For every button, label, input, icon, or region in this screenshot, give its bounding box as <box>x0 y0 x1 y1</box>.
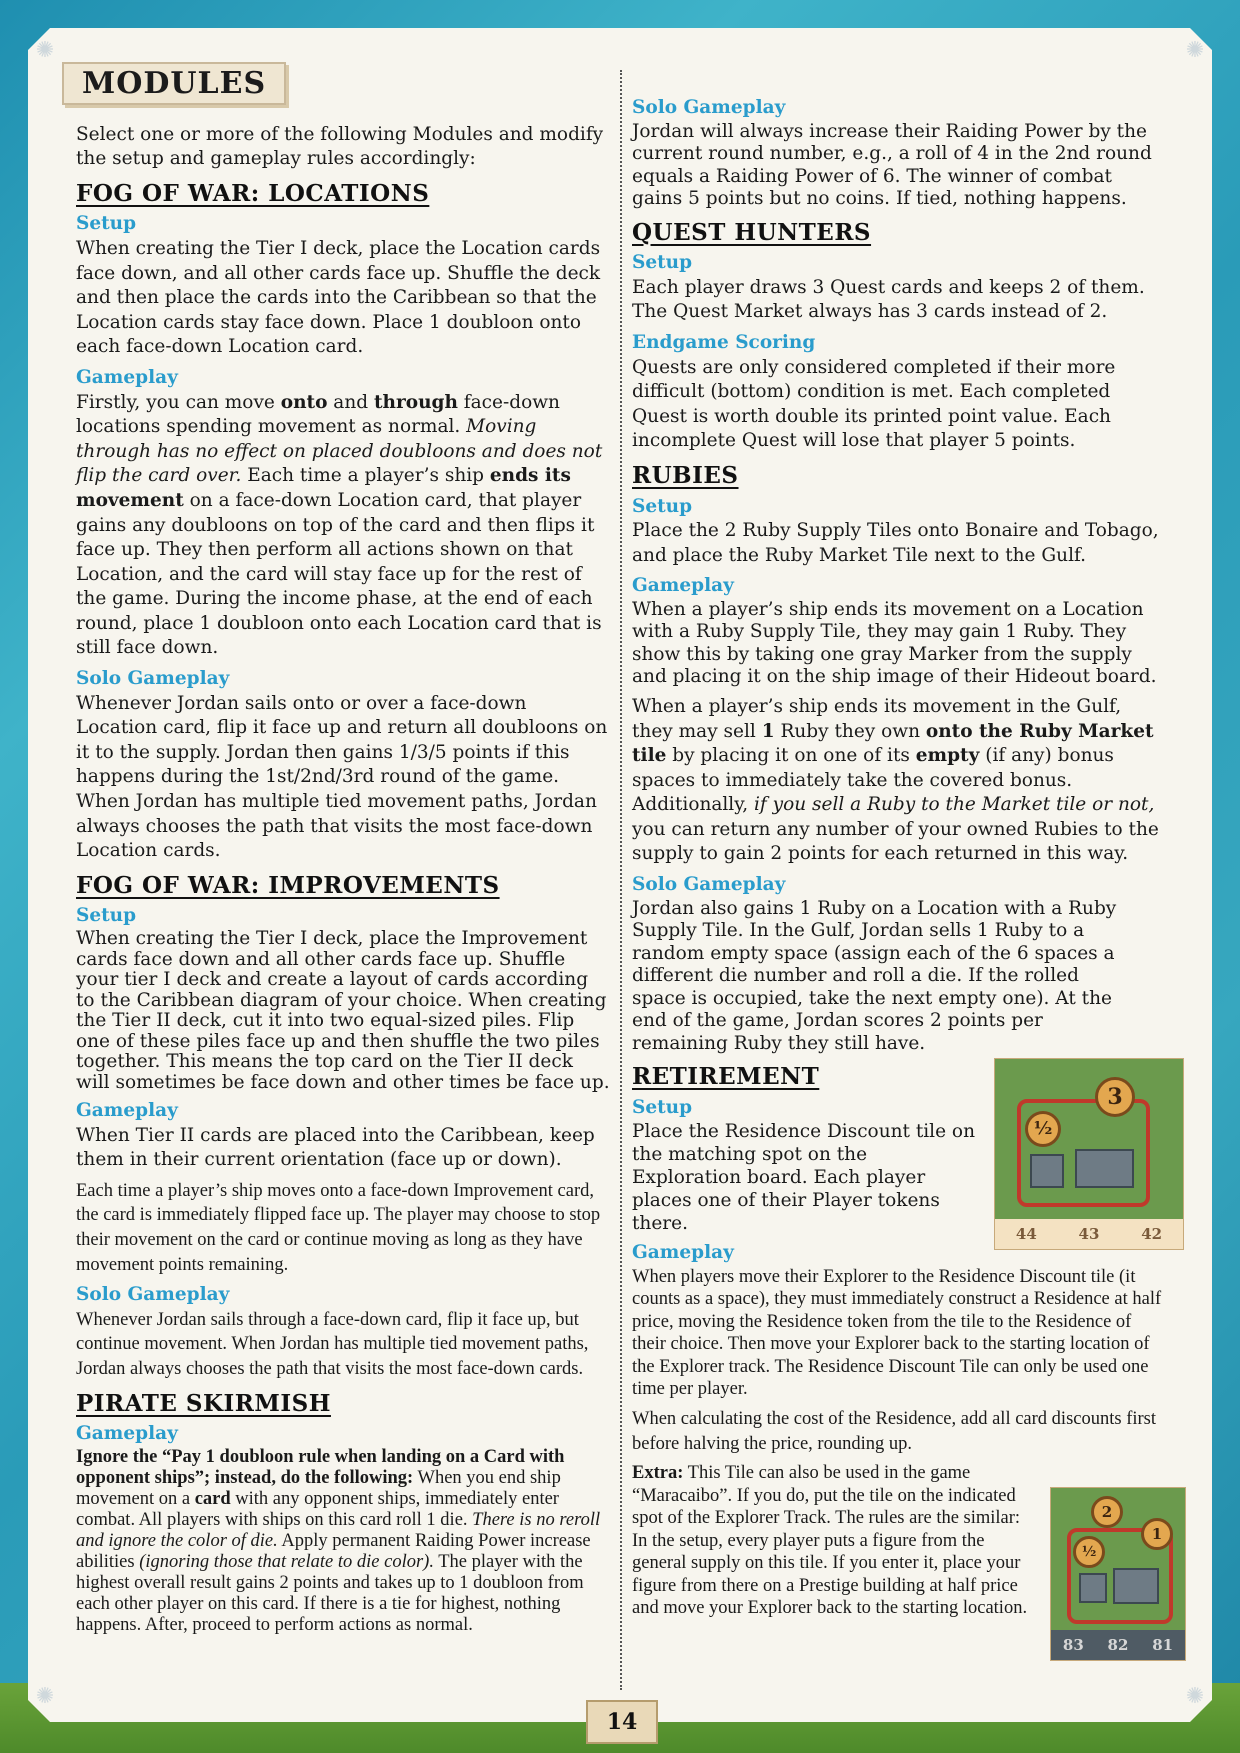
section-title-quest-hunters: QUEST HUNTERS <box>632 218 872 246</box>
retirement-gameplay-1: When players move their Explorer to the Residence Discount tile (it counts as a space), they must immediately construct a Residence at half price, moving the Residence token from the tile to the Residence of their choice. Then move your Explorer back to the starting location of the Explorer track. The Residence Discount Tile can only be used one time per player. <box>632 1266 1162 1400</box>
pirate-gameplay: Ignore the “Pay 1 doubloon rule when landing on a Card with opponent ships”; instead, do the following: When you end ship movement on a card with any opponent ships, immediately enter combat. All players with ships on this card roll 1 die. There is no reroll and ignore the color of die. Apply permanent Raiding Power increase abilities (ignoring those that relate to die color). The player with the highest overall result gains 2 points and takes up to 1 doubloon from each other player on this card. If there is a tie for highest, nothing happens. After, proceed to perform actions as normal. <box>76 1446 601 1635</box>
building-icon <box>1075 1149 1134 1188</box>
fog-improvements-gameplay-2: Each time a player’s ship moves onto a face-down Improvement card, the card is immediately flipped face up. The player may choose to stop their movement on the card or continue moving as long as they have movement points remaining. <box>76 1180 601 1275</box>
fog-locations-setup: When creating the Tier I deck, place the Location cards face down, and all other cards face up. Shuffle the deck and then place the cards into the Caribbean so that the Location cards stay face down. Place 1 doubloon onto each face-down Location card. <box>76 237 601 358</box>
corner-ornament-icon: ✺ <box>1185 38 1205 63</box>
coin-icon: ½ <box>1073 1536 1105 1568</box>
rubies-solo: Jordan also gains 1 Ruby on a Location with a Ruby Supply Tile. In the Gulf, Jordan sells 1 Ruby to a random empty space (assign each of the 6 spaces a different die number and roll a die. If the rolled space is occupied, take the next empty one). At the end of the game, Jordan scores 2 points per remaining Ruby they still have. <box>632 897 1117 1054</box>
section-title-fog-improvements: FOG OF WAR: IMPROVEMENTS <box>76 871 500 899</box>
subhead-setup: Setup <box>632 1096 693 1118</box>
residence-icon <box>1030 1154 1064 1188</box>
coin-icon: 3 <box>1095 1077 1135 1117</box>
rubies-gameplay-1: When a player’s ship ends its movement on a Location with a Ruby Supply Tile, they may gain 1 Ruby. They show this by taking one gray Marker from the supply and placing it on the ship image of their Hideout board. <box>632 598 1157 688</box>
subhead-solo-gameplay: Solo Gameplay <box>76 668 230 690</box>
corner-ornament-icon: ✺ <box>35 38 55 63</box>
subhead-setup: Setup <box>76 905 137 927</box>
building-icon <box>1113 1568 1159 1604</box>
right-column <box>632 96 1162 1626</box>
subhead-gameplay: Gameplay <box>76 366 178 388</box>
page-number: 14 <box>586 1700 658 1744</box>
coin-icon: ½ <box>1025 1111 1061 1147</box>
rubies-setup: Place the 2 Ruby Supply Tiles onto Bonaire and Tobago, and place the Ruby Market Tile next to the Gulf. <box>632 520 1159 566</box>
corner-ornament-icon: ✺ <box>35 1684 55 1709</box>
modules-banner: MODULES <box>62 62 286 105</box>
subhead-solo-gameplay: Solo Gameplay <box>632 97 786 118</box>
coin-icon: 2 <box>1091 1496 1123 1528</box>
intro-text: Select one or more of the following Modules and modify the setup and gameplay rules accordingly: <box>76 123 604 170</box>
explorer-track: 44 43 42 <box>995 1219 1183 1249</box>
fog-locations-solo: Whenever Jordan sails onto or over a face-down Location card, flip it face up and return all doubloons on it to the supply. Jordan then gains 1/3/5 points if this happens during the 1st/2nd/3rd round of the game. When Jordan has multiple tied movement paths, Jordan always chooses the path that visits the most face-down Location cards. <box>76 692 608 862</box>
corner-ornament-icon: ✺ <box>1185 1684 1205 1709</box>
fog-improvements-setup: When creating the Tier I deck, place the Improvement cards face down and all other cards face up. Shuffle your tier I deck and create a layout of cards according to the Caribbean diagram of your choice. When creating the Tier II deck, cut it into two equal-sized piles. Flip one of these piles face up and then shuffle the two piles together. This means the top card on the Tier II deck will sometimes be face down and other times be face up. <box>76 928 610 1093</box>
maracaibo-tile-image <box>1050 1487 1186 1661</box>
retirement-setup: Place the Residence Discount tile on the matching spot on the Exploration board. Each player places one of their Player tokens there. <box>632 1121 975 1235</box>
fog-improvements-solo: Whenever Jordan sails through a face-down card, flip it face up, but continue movement. When Jordan has multiple tied movement paths, Jordan always chooses the path that visits the most face-down cards. <box>76 1309 589 1379</box>
fog-improvements-gameplay-1: When Tier II cards are placed into the Caribbean, keep them in their current orientation (face up or down). <box>76 1124 595 1171</box>
quest-endgame: Quests are only considered completed if their more difficult (bottom) condition is met. Each completed Quest is worth double its printed point value. Each incomplete Quest will lose that player 5 points. <box>632 356 1116 452</box>
subhead-solo-gameplay: Solo Gameplay <box>632 874 786 896</box>
explorer-track: 83 82 81 <box>1051 1630 1185 1660</box>
residence-discount-tile-image <box>994 1058 1184 1250</box>
subhead-gameplay: Gameplay <box>76 1100 178 1121</box>
retirement-extra: Extra: This Tile can also be used in the game “Maracaibo”. If you do, put the tile on the indicated spot of the Explorer Track. The rules are the similar: In the setup, every player puts a figure from the general supply on this tile. If you enter it, place your figure from there on a Prestige building at half price and move your Explorer back to the starting location. <box>632 1463 1028 1619</box>
section-title-fog-locations: FOG OF WAR: LOCATIONS <box>76 179 430 207</box>
coin-icon: 1 <box>1141 1518 1173 1550</box>
subhead-setup: Setup <box>76 213 137 235</box>
section-title-rubies: RUBIES <box>632 461 739 489</box>
left-column <box>76 62 611 1642</box>
section-title-pirate-skirmish: PIRATE SKIRMISH <box>76 1389 331 1417</box>
section-title-retirement: RETIREMENT <box>632 1063 820 1091</box>
fog-locations-gameplay: Firstly, you can move onto and through face-down locations spending movement as normal. Moving through has no effect on placed doubloons and does not flip the card over. Each time a player’s ship ends its movement on a face-down Location card, that player gains any doubloons on top of the card and then flips it face up. They then perform all actions shown on that Location, and the card will stay face up for the rest of the game. During the income phase, at the end of each round, place 1 doubloon onto each Location card that is still face down. <box>76 391 603 659</box>
retirement-gameplay-2: When calculating the cost of the Residence, add all card discounts first before halving the price, rounding up. <box>632 1408 1156 1454</box>
residence-icon <box>1079 1573 1107 1603</box>
subhead-setup: Setup <box>632 495 693 517</box>
subhead-gameplay: Gameplay <box>632 575 734 597</box>
pirate-solo: Jordan will always increase their Raiding Power by the current round number, e.g., a roll of 4 in the 2nd round equals a Raiding Power of 6. The winner of combat gains 5 points but no coins. If tied, nothing happens. <box>632 120 1152 210</box>
subhead-setup: Setup <box>632 252 693 274</box>
quest-setup: Each player draws 3 Quest cards and keeps 2 of them. The Quest Market always has 3 cards instead of 2. <box>632 276 1145 323</box>
column-divider <box>620 70 622 1690</box>
subhead-gameplay: Gameplay <box>76 1423 178 1445</box>
subhead-endgame-scoring: Endgame Scoring <box>632 331 816 353</box>
subhead-solo-gameplay: Solo Gameplay <box>76 1284 230 1306</box>
subhead-gameplay: Gameplay <box>632 1242 734 1264</box>
rubies-gameplay-2: When a player’s ship ends its movement in the Gulf, they may sell 1 Ruby they own onto the Ruby Market tile by placing it on one of its empty (if any) bonus spaces to immediately take the covered bonus. Additionally, if you sell a Ruby to the Market tile or not, you can return any number of your owned Rubies to the supply to gain 2 points for each returned in this way. <box>632 695 1159 865</box>
